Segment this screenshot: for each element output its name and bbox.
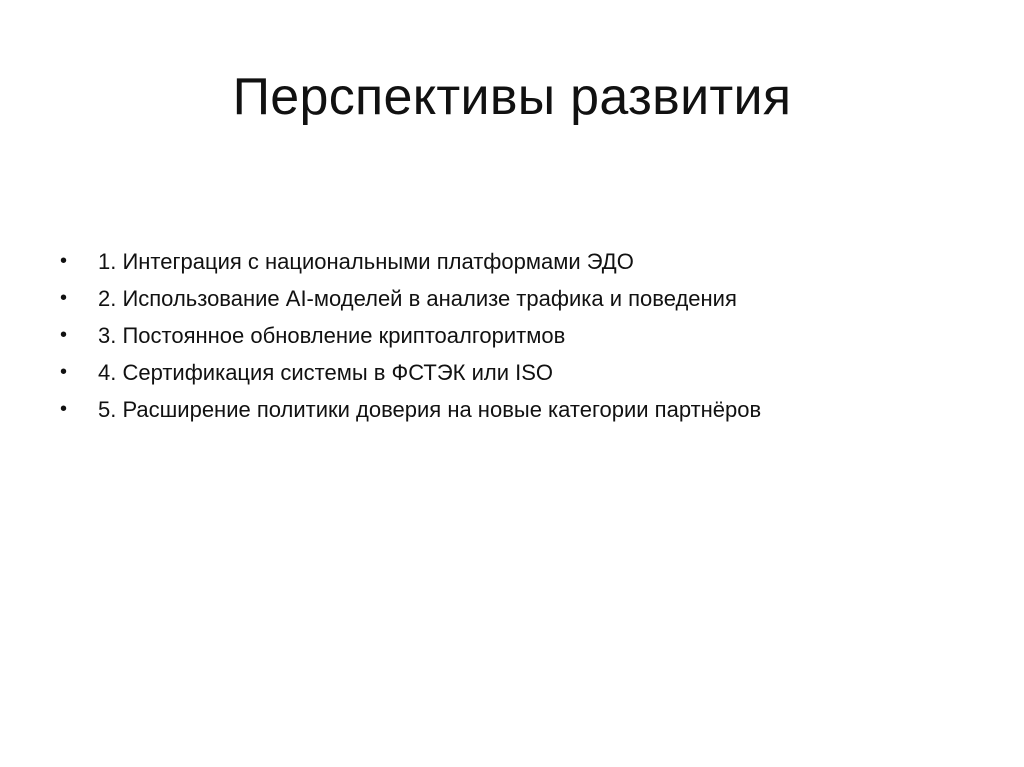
bullet-text: 5. Расширение политики доверия на новые категории партнёров bbox=[98, 397, 762, 422]
bullet-item bbox=[60, 280, 980, 317]
bullet-text: 3. Постоянное обновление криптоалгоритмов bbox=[98, 323, 566, 348]
bullet-icon: • bbox=[60, 287, 68, 309]
bullet-item bbox=[60, 317, 980, 354]
bullet-item bbox=[60, 243, 980, 280]
bullet-text: 4. Сертификация системы в ФСТЭК или ISO bbox=[98, 360, 554, 385]
bullet-list bbox=[60, 243, 980, 428]
bullet-item bbox=[60, 391, 980, 428]
bullet-icon: • bbox=[60, 398, 68, 420]
bullet-icon: • bbox=[60, 361, 68, 383]
bullet-icon: • bbox=[60, 250, 68, 272]
bullet-item bbox=[60, 354, 980, 391]
bullet-text: 2. Использование AI-моделей в анализе трафика и поведения bbox=[98, 286, 737, 311]
bullet-icon: • bbox=[60, 324, 68, 346]
bullet-text: 1. Интеграция с национальными платформами ЭДО bbox=[98, 249, 634, 274]
slide-title: Перспективы развития bbox=[232, 68, 792, 126]
